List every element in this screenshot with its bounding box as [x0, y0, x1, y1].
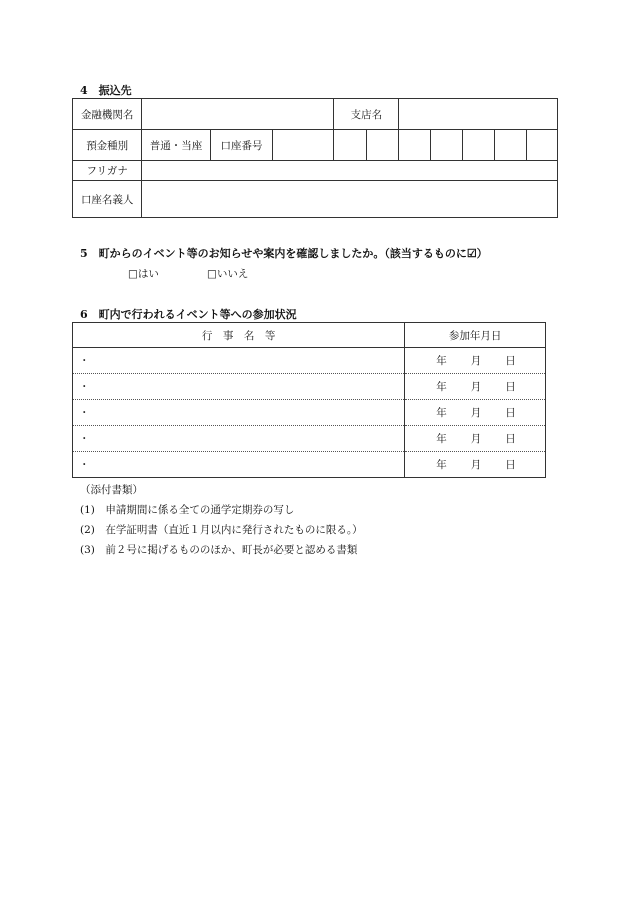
option-no-checkbox[interactable]: □いいえ [207, 268, 249, 280]
event-row-4[interactable] [73, 426, 405, 452]
row-bullet: ・ [79, 355, 90, 367]
event-row-2[interactable] [73, 374, 405, 400]
account-digit-4[interactable] [399, 130, 431, 161]
account-digit-8[interactable] [526, 130, 557, 161]
bank-account-table [72, 98, 558, 218]
event-participation-table [72, 322, 546, 478]
date-row-3[interactable]: 年 月 日 [405, 400, 546, 426]
date-row-2[interactable]: 年 月 日 [405, 374, 546, 400]
event-name-header: 行 事 名 等 [73, 323, 405, 348]
account-digit-1[interactable] [273, 130, 334, 161]
deposit-type-label: 預金種別 [73, 130, 142, 161]
section5-heading: 5 町からのイベント等のお知らせや案内を確認しましたか。（該当するものに☑） [80, 247, 488, 260]
account-digit-5[interactable] [431, 130, 463, 161]
account-digit-6[interactable] [463, 130, 495, 161]
bank-name-field[interactable] [142, 99, 334, 130]
account-digit-2[interactable] [334, 130, 367, 161]
date-row-5[interactable]: 年 月 日 [405, 452, 546, 478]
option-yes-checkbox[interactable]: □はい [128, 268, 159, 280]
row-bullet: ・ [79, 459, 90, 471]
section6-heading: 6 町内で行われるイベント等への参加状況 [80, 308, 297, 321]
furigana-label: フリガナ [73, 161, 142, 181]
event-row-5[interactable] [73, 452, 405, 478]
account-digit-3[interactable] [366, 130, 399, 161]
branch-label: 支店名 [334, 99, 399, 130]
furigana-field[interactable] [142, 161, 558, 181]
account-digit-7[interactable] [495, 130, 527, 161]
event-row-1[interactable] [73, 348, 405, 374]
account-holder-label: 口座名義人 [73, 181, 142, 218]
account-holder-field[interactable] [142, 181, 558, 218]
deposit-type-value[interactable]: 普通・当座 [142, 130, 210, 161]
row-bullet: ・ [79, 407, 90, 419]
branch-field[interactable] [399, 99, 558, 130]
section4-heading: 4 振込先 [80, 84, 132, 97]
date-row-4[interactable]: 年 月 日 [405, 426, 546, 452]
row-bullet: ・ [79, 433, 90, 445]
event-row-3[interactable] [73, 400, 405, 426]
attachment-item-1: (1) 申請期間に係る全ての通学定期券の写し [80, 504, 295, 516]
row-bullet: ・ [79, 381, 90, 393]
bank-name-label: 金融機関名 [73, 99, 142, 130]
date-header: 参加年月日 [405, 323, 546, 348]
attachment-item-2: (2) 在学証明書（直近１月以内に発行されたものに限る。） [80, 524, 363, 536]
account-number-label: 口座番号 [210, 130, 273, 161]
date-row-1[interactable]: 年 月 日 [405, 348, 546, 374]
attachments-title: （添付書類） [80, 484, 143, 496]
attachment-item-3: (3) 前２号に掲げるもののほか、町長が必要と認める書類 [80, 544, 358, 556]
